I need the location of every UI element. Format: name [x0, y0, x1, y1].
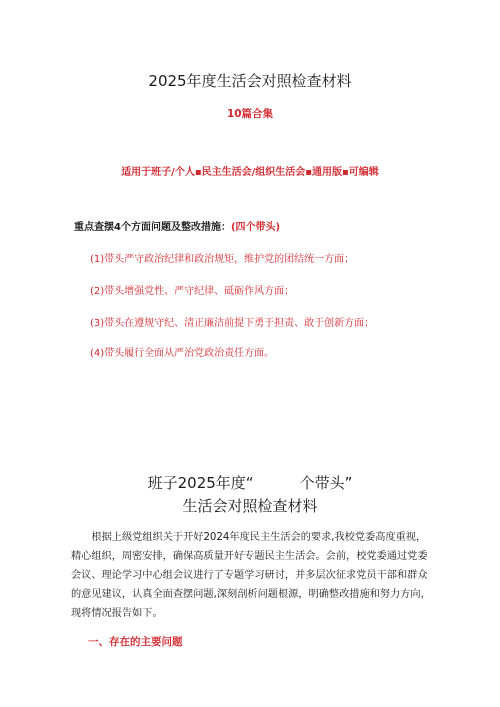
focus-highlight: (四个带头) [230, 222, 281, 233]
body-paragraph: 根据上级党组织关于开好2024年度民主生活会的要求,我校党委高度重视，精心组织，周密安排，确保高质量开好专题民主生活会。会前，校党委通过党委会议、理论学习中心组会议进行了专题学习研讨，并多层次征求党员干部和群众的意见建议，认真全面查摆问题,深刻剖析问题根源，明确整改措施和努力方向，现将情况报告如下。 [71, 532, 431, 619]
focus-label: 重点查摆4个方面问题及整改措施： [74, 222, 231, 233]
heading-main-problems: 一、存在的主要问题 [88, 636, 183, 648]
section-title-line-2: 生活会对照检查材料 [182, 497, 318, 515]
document-title: 2025年度生活会对照检查材料 [148, 72, 352, 90]
collection-subtitle: 10篇合集 [226, 108, 274, 120]
section-title-line-1 [0, 472, 500, 493]
focus-item-4: (4)带头履行全面从严治党政治责任方面。 [90, 348, 275, 359]
focus-item-3: (3)带头在遵规守纪、清正廉洁前提下勇于担责、敢于创新方面； [90, 318, 375, 329]
focus-heading [74, 218, 280, 233]
applicability-line: 适用于班子/个人▪民主生活会/组织生活会▪通用版▪可编辑 [121, 167, 379, 178]
section-title-suffix: 个带头” [299, 474, 353, 492]
focus-item-2: (2)带头增强党性、严守纪律、砥砺作风方面； [90, 286, 295, 297]
focus-item-1: (1)带头严守政治纪律和政治规矩，维护党的团结统一方面； [90, 254, 355, 265]
section-title-prefix: 班子2025年度“ [147, 474, 254, 492]
